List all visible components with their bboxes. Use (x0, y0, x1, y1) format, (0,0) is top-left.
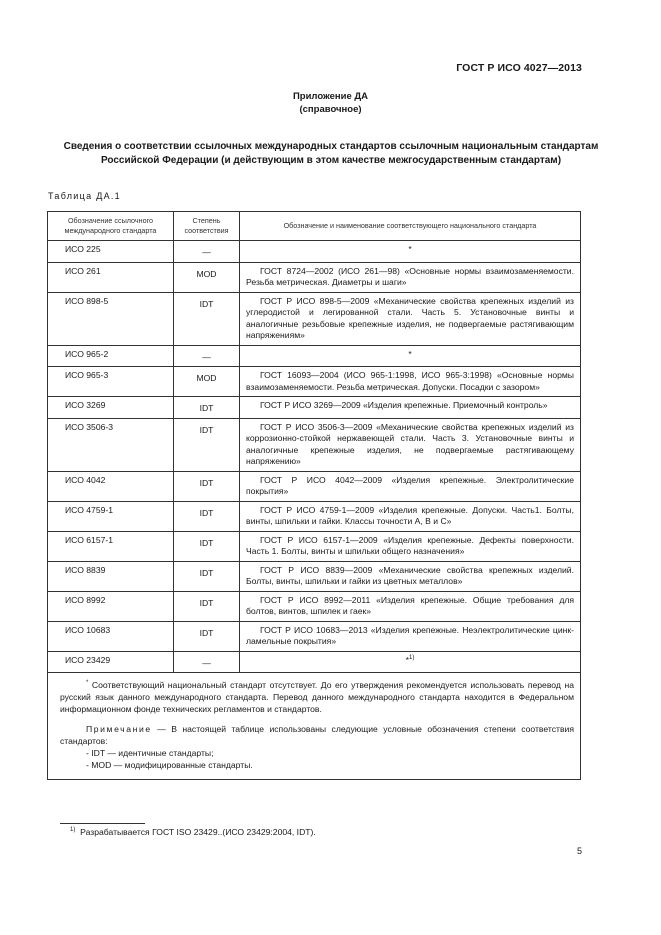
row-national-standard (240, 397, 581, 419)
footnote-text: Соответствующий национальный стандарт отсутствует. До его утверждения рекомендуется использовать перевод на русский язык данного международного стандарта. Перевод данного международного стандарта находится в Федеральном информационном фонде технических регламентов и стандартов. (60, 680, 574, 714)
footnote-mark: * (86, 680, 89, 687)
row-national-standard (240, 531, 581, 561)
table-footnote (60, 679, 574, 715)
row-standard-code: ИСО 10683 (48, 621, 174, 651)
table-note (60, 723, 574, 747)
row-standard-code: ИСО 4759-1 (48, 501, 174, 531)
row-national-standard-text: ГОСТ Р ИСО 898-5—2009 «Механические свойства крепежных изделий из углеродистой и легированной стали. Часть 5. Установочные винты и аналогичные резьбовые крепежные изделия, не подвергаемые растягивающим напряжениям» (246, 295, 574, 340)
row-national-standard (240, 262, 581, 292)
row-national-standard-text: * (408, 244, 412, 254)
row-national-standard-text: * (405, 654, 409, 665)
row-degree: IDT (174, 531, 240, 561)
row-national-standard-text: ГОСТ Р ИСО 3269—2009 «Изделия крепежные. Приемочный контроль» (260, 400, 548, 410)
page-footnote-mark: 1) (70, 827, 76, 834)
row-national-standard-text: ГОСТ Р ИСО 4042—2009 «Изделия крепежные. Электролитические покрытия» (246, 474, 574, 496)
row-standard-code: ИСО 8839 (48, 561, 174, 591)
row-standard-code: ИСО 965-2 (48, 345, 174, 367)
table-row (48, 241, 581, 263)
note-item-mod: - MOD — модифицированные стандарты. (86, 760, 253, 770)
row-standard-code: ИСО 965-3 (48, 367, 174, 397)
table-row (48, 621, 581, 651)
row-national-standard-text: ГОСТ Р ИСО 4759-1—2009 «Изделия крепежные. Допуски. Часть1. Болты, винты, шпильки и гайки. Классы точности А, В и С» (246, 504, 574, 526)
page-footnote (70, 827, 316, 837)
table-caption: Таблица ДА.1 (48, 191, 121, 201)
row-degree: — (174, 345, 240, 367)
row-degree: IDT (174, 621, 240, 651)
table-row (48, 531, 581, 561)
row-degree: IDT (174, 418, 240, 471)
table-row (48, 418, 581, 471)
row-standard-code: ИСО 261 (48, 262, 174, 292)
header-national-standard: Обозначение и наименование соответствующего национального стандарта (240, 212, 581, 241)
table-row (48, 561, 581, 591)
table-row (48, 471, 581, 501)
row-national-standard (240, 241, 581, 263)
appendix-subtitle: (справочное) (299, 104, 362, 115)
row-national-standard (240, 561, 581, 591)
document-number: ГОСТ Р ИСО 4027—2013 (456, 62, 582, 74)
row-degree: — (174, 241, 240, 263)
row-degree: IDT (174, 471, 240, 501)
header-international-standard: Обозначение ссылочного международного стандарта (48, 212, 174, 241)
row-national-standard (240, 501, 581, 531)
table-row (48, 367, 581, 397)
standards-table (47, 211, 581, 780)
row-national-standard (240, 651, 581, 673)
row-national-standard-text: * (408, 348, 412, 359)
note-item-idt: - IDT — идентичные стандарты; (86, 748, 214, 758)
row-standard-code: ИСО 8992 (48, 591, 174, 621)
row-degree: IDT (174, 292, 240, 345)
row-national-standard (240, 418, 581, 471)
note-text: — В настоящей таблице использованы следующие условные обозначения степени соответствия стандартов: (60, 724, 574, 746)
table-header-row (48, 212, 581, 241)
table-footer-cell (48, 673, 581, 780)
row-standard-code: ИСО 4042 (48, 471, 174, 501)
table-footer-row (48, 673, 581, 780)
row-national-standard (240, 591, 581, 621)
row-national-standard-text: ГОСТ Р ИСО 3506-3—2009 «Механические свойства крепежных изделий из коррозионно-стойкой нержавеющей стали. Часть 3. Установочные винты и аналогичные крепежные изделия, не подвергаемые растягивающему напряжению» (246, 421, 574, 466)
table-row (48, 292, 581, 345)
row-degree: IDT (174, 591, 240, 621)
row-national-standard-text: ГОСТ Р ИСО 6157-1—2009 «Изделия крепежные. Дефекты поверхности. Часть 1. Болты, винты и шпильки общего назначения» (246, 534, 574, 556)
footnote-divider (60, 823, 145, 824)
row-national-standard-text: ГОСТ Р ИСО 8992—2011 «Изделия крепежные. Общие требования для болтов, винтов, шпилек и гаек» (246, 594, 574, 616)
note-label: Примечание (86, 724, 152, 734)
table-row (48, 262, 581, 292)
page-number: 5 (576, 846, 582, 856)
appendix-heading (0, 90, 661, 116)
row-national-standard-text: ГОСТ Р ИСО 10683—2013 «Изделия крепежные. Неэлектролитические цинк-ламельные покрытия» (246, 624, 574, 646)
page-title: Сведения о соответствии ссылочных международных стандартов ссылочным национальным стандартам Российской Федерации (и действующим в этом качестве межгосударственным стандартам) (63, 141, 599, 166)
row-national-standard-text: ГОСТ 16093—2004 (ИСО 965-1:1998, ИСО 965-3:1998) «Основные нормы взаимозаменяемости. Резьба метрическая. Допуски. Посадки с зазором» (246, 370, 574, 392)
row-degree: IDT (174, 561, 240, 591)
row-standard-code: ИСО 898-5 (48, 292, 174, 345)
row-national-standard (240, 471, 581, 501)
row-national-standard (240, 292, 581, 345)
row-degree: MOD (174, 367, 240, 397)
table-row (48, 651, 581, 673)
row-footnote-ref: 1) (409, 654, 415, 661)
header-degree: Степень соответствия (174, 212, 240, 241)
row-national-standard (240, 367, 581, 397)
table-row (48, 397, 581, 419)
row-degree: IDT (174, 397, 240, 419)
row-standard-code: ИСО 6157-1 (48, 531, 174, 561)
row-national-standard (240, 621, 581, 651)
row-national-standard-text: ГОСТ 8724—2002 (ИСО 261—98) «Основные нормы взаимозаменяемости. Резьба метрическая. Диаметры и шаги» (246, 265, 574, 287)
row-degree: IDT (174, 501, 240, 531)
row-standard-code: ИСО 23429 (48, 651, 174, 673)
table-row (48, 501, 581, 531)
appendix-title: Приложение ДА (292, 91, 369, 102)
table-row (48, 345, 581, 367)
row-national-standard (240, 345, 581, 367)
row-standard-code: ИСО 3506-3 (48, 418, 174, 471)
page-footnote-text: Разрабатывается ГОСТ ISO 23429..(ИСО 23429:2004, IDT). (80, 827, 316, 837)
row-standard-code: ИСО 3269 (48, 397, 174, 419)
row-degree: — (174, 651, 240, 673)
table-row (48, 591, 581, 621)
row-standard-code: ИСО 225 (48, 241, 174, 263)
row-national-standard-text: ГОСТ Р ИСО 8839—2009 «Механические свойства крепежных изделий. Болты, винты, шпильки и гайки из цветных металлов» (246, 564, 574, 586)
row-degree: MOD (174, 262, 240, 292)
